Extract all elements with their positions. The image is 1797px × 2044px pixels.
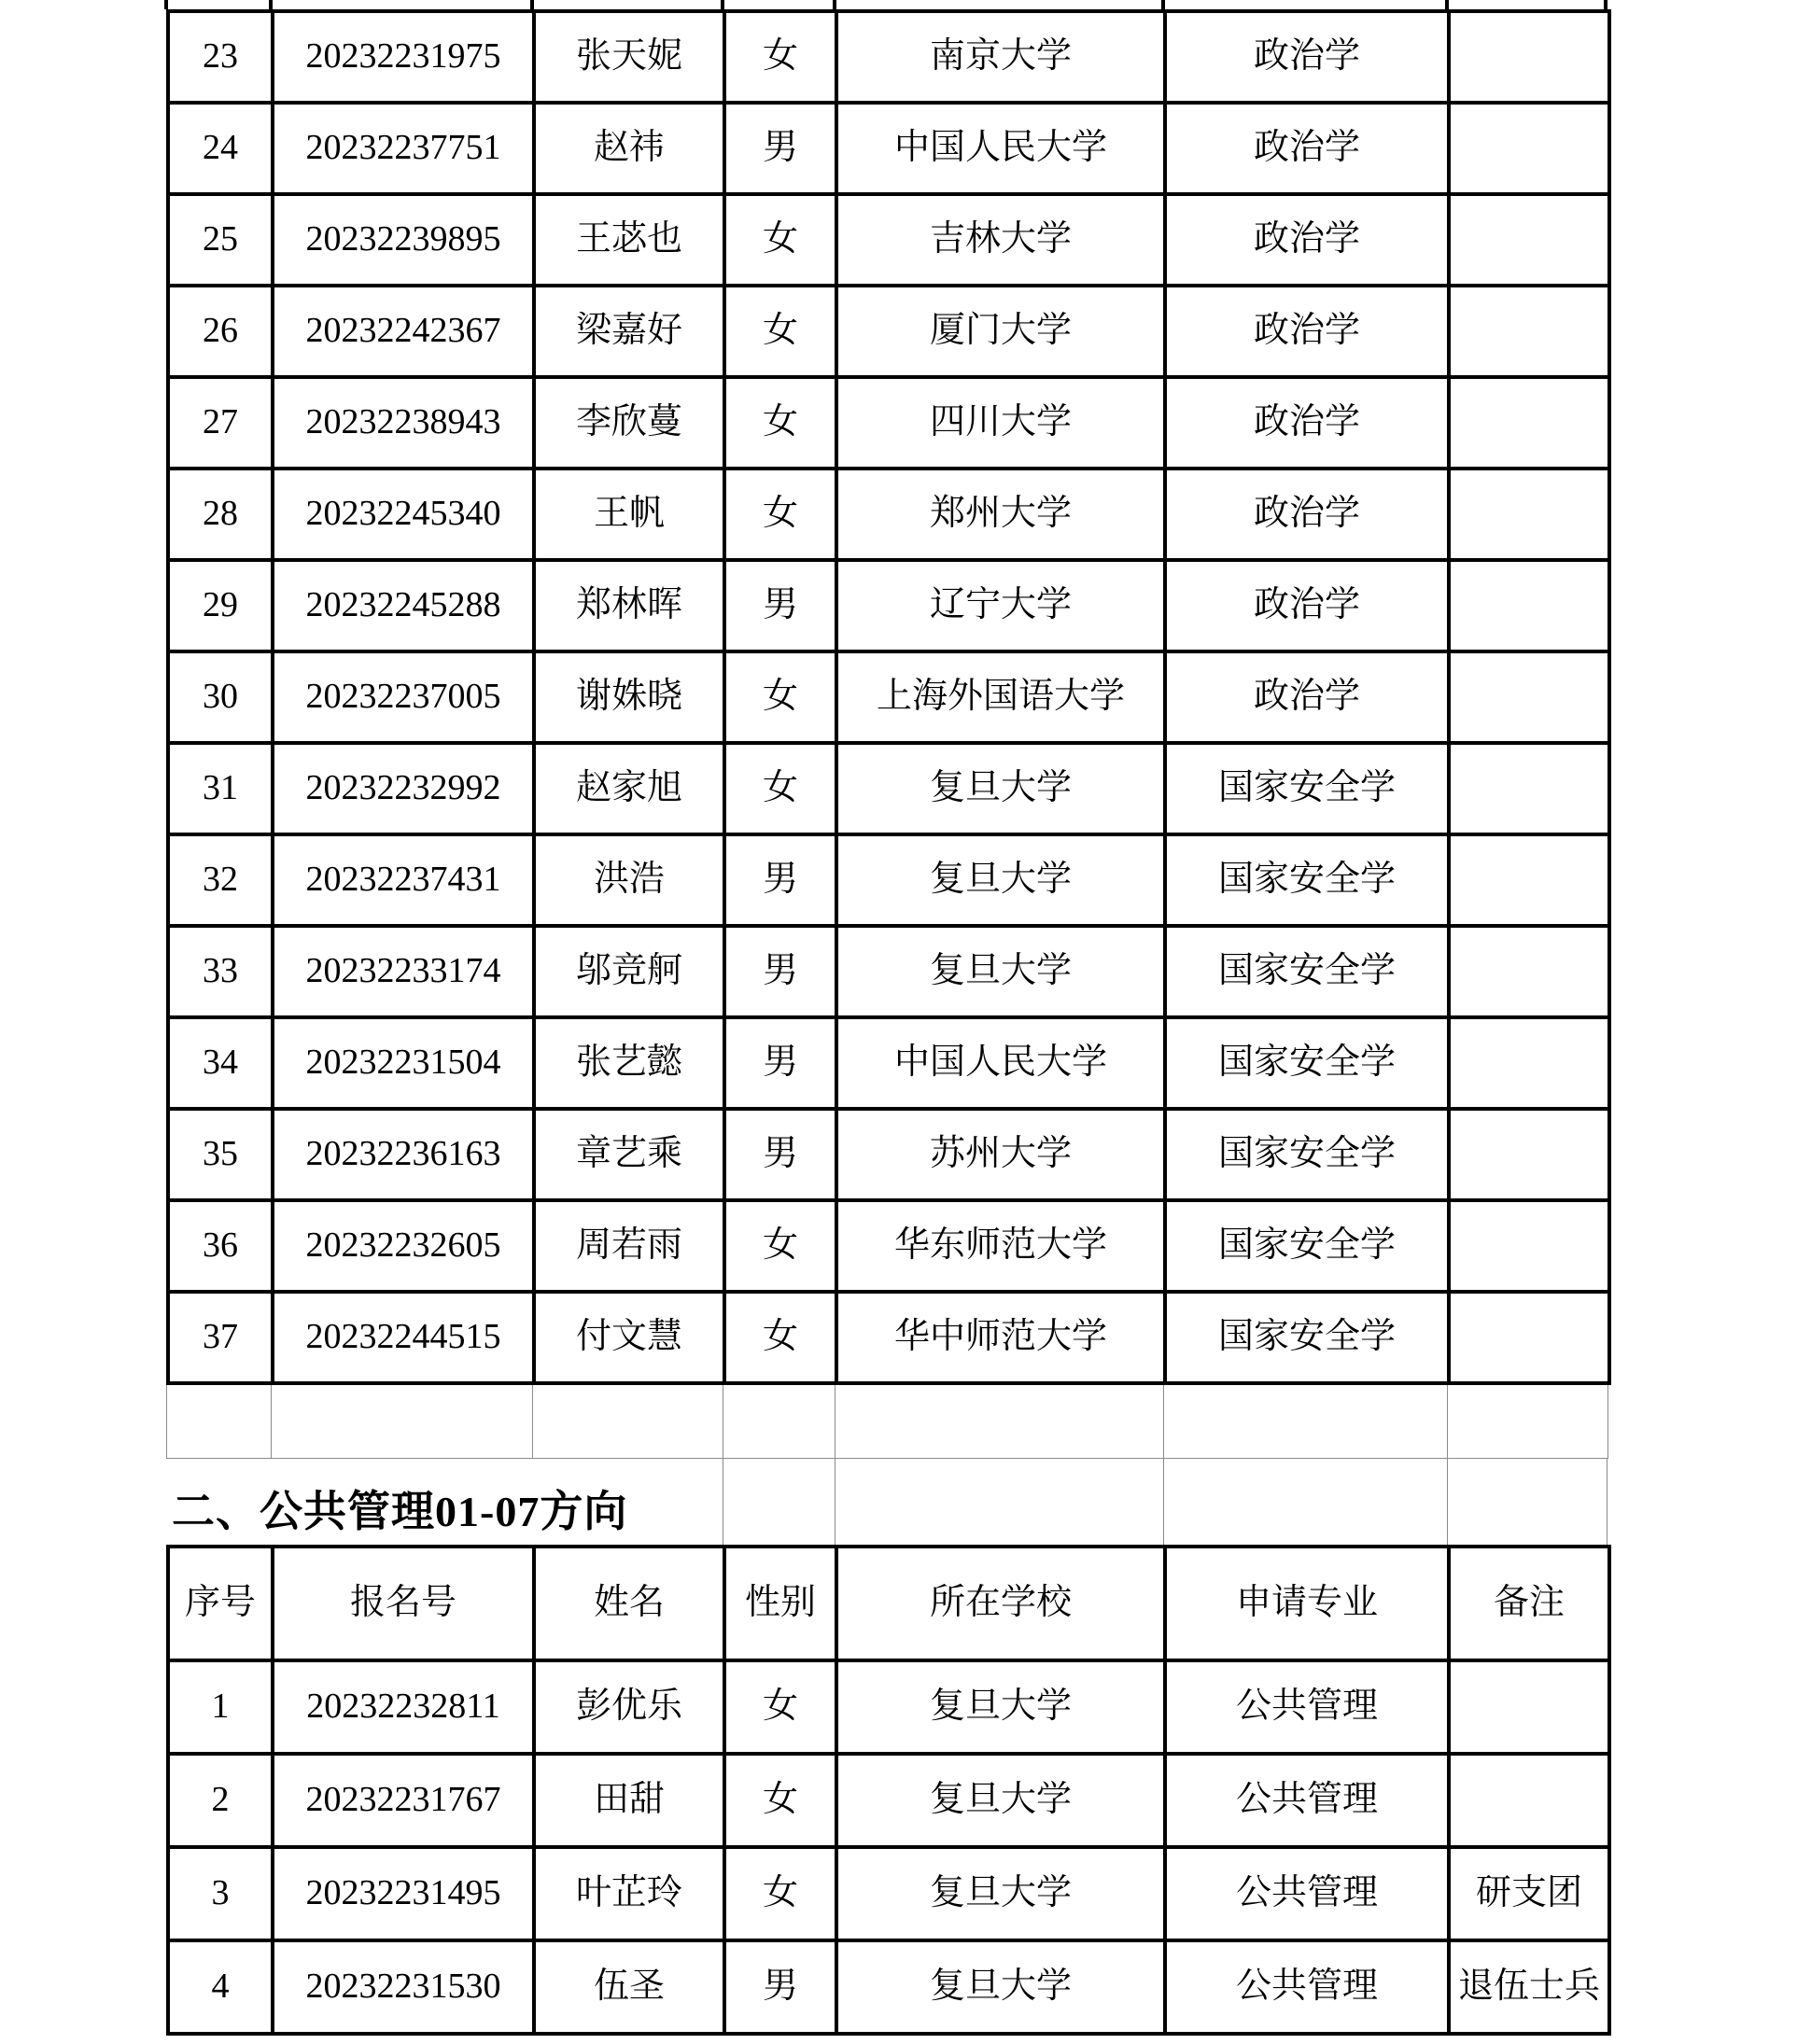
cell-name: 王帆 xyxy=(534,469,724,560)
cell-school: 四川大学 xyxy=(836,377,1165,469)
cell-serial-number: 37 xyxy=(168,1292,273,1383)
table-row xyxy=(168,1017,1609,1109)
empty-cell xyxy=(1448,1385,1608,1459)
empty-cell xyxy=(272,1385,533,1459)
cell-major: 政治学 xyxy=(1165,560,1449,651)
cell-serial-number: 3 xyxy=(168,1847,273,1940)
table-header-row xyxy=(168,1547,1609,1660)
table-row xyxy=(168,1754,1609,1847)
cell-registration-number: 20232231767 xyxy=(273,1754,534,1847)
cell-serial-number: 23 xyxy=(168,11,273,103)
cell-major: 政治学 xyxy=(1165,103,1449,194)
cell-gender: 男 xyxy=(724,560,836,651)
cell-gender: 男 xyxy=(724,1940,836,2034)
cell-registration-number: 20232232605 xyxy=(273,1200,534,1292)
cell-note xyxy=(1449,103,1609,194)
cell-note xyxy=(1449,743,1609,834)
cell-registration-number: 20232245340 xyxy=(273,469,534,560)
cell-gender: 女 xyxy=(724,194,836,286)
cell-name: 付文慧 xyxy=(534,1292,724,1383)
cell-note: 退伍士兵 xyxy=(1449,1940,1609,2034)
empty-cell xyxy=(1164,1385,1448,1459)
table-row xyxy=(168,469,1609,560)
cell-registration-number: 20232237431 xyxy=(273,834,534,926)
cell-school: 复旦大学 xyxy=(836,1660,1165,1754)
tables-area xyxy=(166,9,1607,2036)
table-row xyxy=(168,286,1609,377)
table-top-edge-stub xyxy=(164,0,168,9)
cell-gender: 女 xyxy=(724,11,836,103)
cell-note xyxy=(1449,1017,1609,1109)
cell-school: 吉林大学 xyxy=(836,194,1165,286)
cell-note xyxy=(1449,1754,1609,1847)
applicants-table-section2 xyxy=(166,1545,1611,2036)
empty-cell xyxy=(835,1385,1164,1459)
cell-serial-number: 36 xyxy=(168,1200,273,1292)
cell-gender: 女 xyxy=(724,743,836,834)
cell-name: 梁嘉好 xyxy=(534,286,724,377)
cell-serial-number: 35 xyxy=(168,1109,273,1200)
cell-gender: 女 xyxy=(724,1754,836,1847)
cell-name: 叶芷玲 xyxy=(534,1847,724,1940)
cell-school: 郑州大学 xyxy=(836,469,1165,560)
cell-gender: 女 xyxy=(724,1292,836,1383)
table-top-edge-stub xyxy=(1604,0,1607,9)
cell-major: 政治学 xyxy=(1165,377,1449,469)
cell-gender: 男 xyxy=(724,103,836,194)
cell-registration-number: 20232233174 xyxy=(273,926,534,1017)
cell-registration-number: 20232244515 xyxy=(273,1292,534,1383)
table-row xyxy=(168,1292,1609,1383)
cell-note xyxy=(1449,1109,1609,1200)
cell-major: 公共管理 xyxy=(1165,1660,1449,1754)
cell-name: 田甜 xyxy=(534,1754,724,1847)
cell-name: 王苾也 xyxy=(534,194,724,286)
cell-name: 张艺懿 xyxy=(534,1017,724,1109)
cell-serial-number: 2 xyxy=(168,1754,273,1847)
table-top-edge-stub xyxy=(833,0,836,9)
gridline xyxy=(1447,1459,1448,1545)
cell-registration-number: 20232237005 xyxy=(273,651,534,743)
cell-registration-number: 20232239895 xyxy=(273,194,534,286)
table-top-edge-stub xyxy=(721,0,724,9)
header-school: 所在学校 xyxy=(836,1547,1165,1660)
cell-registration-number: 20232245288 xyxy=(273,560,534,651)
cell-major: 公共管理 xyxy=(1165,1847,1449,1940)
cell-gender: 男 xyxy=(724,926,836,1017)
cell-serial-number: 26 xyxy=(168,286,273,377)
cell-major: 国家安全学 xyxy=(1165,1109,1449,1200)
header-registration-number: 报名号 xyxy=(273,1547,534,1660)
cell-gender: 女 xyxy=(724,1660,836,1754)
cell-note xyxy=(1449,286,1609,377)
table-row xyxy=(168,1660,1609,1754)
table-top-edge-stub xyxy=(1445,0,1449,9)
table-top-edge-stub xyxy=(269,0,273,9)
cell-serial-number: 34 xyxy=(168,1017,273,1109)
cell-school: 复旦大学 xyxy=(836,1940,1165,2034)
cell-name: 伍圣 xyxy=(534,1940,724,2034)
cell-note xyxy=(1449,834,1609,926)
cell-serial-number: 28 xyxy=(168,469,273,560)
table-row xyxy=(168,1940,1609,2034)
table-row xyxy=(168,103,1609,194)
cell-school: 辽宁大学 xyxy=(836,560,1165,651)
cell-note xyxy=(1449,926,1609,1017)
cell-note xyxy=(1449,194,1609,286)
table-row xyxy=(168,194,1609,286)
cell-school: 厦门大学 xyxy=(836,286,1165,377)
cell-gender: 男 xyxy=(724,1017,836,1109)
cell-school: 复旦大学 xyxy=(836,834,1165,926)
table-row xyxy=(168,1109,1609,1200)
cell-note: 研支团 xyxy=(1449,1847,1609,1940)
table-row xyxy=(168,651,1609,743)
cell-serial-number: 4 xyxy=(168,1940,273,2034)
cell-registration-number: 20232236163 xyxy=(273,1109,534,1200)
cell-registration-number: 20232242367 xyxy=(273,286,534,377)
cell-gender: 女 xyxy=(724,1847,836,1940)
cell-name: 邬竞舸 xyxy=(534,926,724,1017)
cell-school: 复旦大学 xyxy=(836,743,1165,834)
cell-serial-number: 27 xyxy=(168,377,273,469)
cell-gender: 女 xyxy=(724,286,836,377)
cell-note xyxy=(1449,377,1609,469)
table-top-edge-stub xyxy=(1161,0,1165,9)
cell-school: 上海外国语大学 xyxy=(836,651,1165,743)
applicants-table-section1 xyxy=(166,9,1611,1385)
cell-registration-number: 20232231530 xyxy=(273,1940,534,2034)
table-row xyxy=(168,834,1609,926)
cell-name: 赵祎 xyxy=(534,103,724,194)
cell-name: 李欣蔓 xyxy=(534,377,724,469)
cell-gender: 女 xyxy=(724,1200,836,1292)
header-name: 姓名 xyxy=(534,1547,724,1660)
cell-major: 国家安全学 xyxy=(1165,926,1449,1017)
header-gender: 性别 xyxy=(724,1547,836,1660)
table-row xyxy=(168,926,1609,1017)
cell-serial-number: 33 xyxy=(168,926,273,1017)
cell-note xyxy=(1449,560,1609,651)
table-row xyxy=(168,1200,1609,1292)
cell-school: 中国人民大学 xyxy=(836,103,1165,194)
cell-registration-number: 20232238943 xyxy=(273,377,534,469)
cell-note xyxy=(1449,1200,1609,1292)
cell-serial-number: 25 xyxy=(168,194,273,286)
cell-major: 政治学 xyxy=(1165,11,1449,103)
cell-gender: 女 xyxy=(724,377,836,469)
cell-name: 章艺乘 xyxy=(534,1109,724,1200)
empty-cell xyxy=(167,1385,272,1459)
table-row xyxy=(168,11,1609,103)
section2-heading-row xyxy=(166,1459,1607,1545)
cell-school: 华中师范大学 xyxy=(836,1292,1165,1383)
cell-name: 周若雨 xyxy=(534,1200,724,1292)
cell-name: 赵家旭 xyxy=(534,743,724,834)
cell-registration-number: 20232232992 xyxy=(273,743,534,834)
cell-school: 华东师范大学 xyxy=(836,1200,1165,1292)
header-major: 申请专业 xyxy=(1165,1547,1449,1660)
table-row xyxy=(168,743,1609,834)
table-row xyxy=(168,377,1609,469)
cell-school: 复旦大学 xyxy=(836,1754,1165,1847)
table-row xyxy=(168,560,1609,651)
table-top-edge-stub xyxy=(530,0,534,9)
cell-name: 谢姝晓 xyxy=(534,651,724,743)
empty-spacer-row xyxy=(166,1385,1608,1459)
gridline xyxy=(1163,1459,1164,1545)
cell-registration-number: 20232237751 xyxy=(273,103,534,194)
cell-name: 彭优乐 xyxy=(534,1660,724,1754)
cell-registration-number: 20232231504 xyxy=(273,1017,534,1109)
cell-serial-number: 32 xyxy=(168,834,273,926)
header-serial-number: 序号 xyxy=(168,1547,273,1660)
cell-school: 南京大学 xyxy=(836,11,1165,103)
spacer-row xyxy=(167,1385,1608,1459)
cell-note xyxy=(1449,1292,1609,1383)
cell-school: 苏州大学 xyxy=(836,1109,1165,1200)
empty-cell xyxy=(533,1385,723,1459)
cell-school: 复旦大学 xyxy=(836,1847,1165,1940)
header-note: 备注 xyxy=(1449,1547,1609,1660)
cell-name: 洪浩 xyxy=(534,834,724,926)
cell-gender: 女 xyxy=(724,651,836,743)
cell-major: 政治学 xyxy=(1165,194,1449,286)
cell-registration-number: 20232231495 xyxy=(273,1847,534,1940)
cell-registration-number: 20232232811 xyxy=(273,1660,534,1754)
cell-school: 中国人民大学 xyxy=(836,1017,1165,1109)
cell-major: 公共管理 xyxy=(1165,1940,1449,2034)
cell-name: 张天妮 xyxy=(534,11,724,103)
table-row xyxy=(168,1847,1609,1940)
cell-note xyxy=(1449,11,1609,103)
cell-gender: 男 xyxy=(724,834,836,926)
cell-major: 政治学 xyxy=(1165,286,1449,377)
cell-serial-number: 1 xyxy=(168,1660,273,1754)
cell-major: 公共管理 xyxy=(1165,1754,1449,1847)
cell-major: 政治学 xyxy=(1165,651,1449,743)
cell-major: 政治学 xyxy=(1165,469,1449,560)
cell-gender: 男 xyxy=(724,1109,836,1200)
cell-gender: 女 xyxy=(724,469,836,560)
cell-major: 国家安全学 xyxy=(1165,1292,1449,1383)
cell-school: 复旦大学 xyxy=(836,926,1165,1017)
section2-title: 二、公共管理01-07方向 xyxy=(172,1488,628,1535)
cell-major: 国家安全学 xyxy=(1165,834,1449,926)
cell-name: 郑林晖 xyxy=(534,560,724,651)
empty-cell xyxy=(723,1385,835,1459)
cell-note xyxy=(1449,1660,1609,1754)
cell-major: 国家安全学 xyxy=(1165,1017,1449,1109)
cell-note xyxy=(1449,651,1609,743)
cell-serial-number: 24 xyxy=(168,103,273,194)
cell-serial-number: 30 xyxy=(168,651,273,743)
cell-registration-number: 20232231975 xyxy=(273,11,534,103)
cell-major: 国家安全学 xyxy=(1165,1200,1449,1292)
cell-note xyxy=(1449,469,1609,560)
cell-serial-number: 29 xyxy=(168,560,273,651)
cell-serial-number: 31 xyxy=(168,743,273,834)
cell-major: 国家安全学 xyxy=(1165,743,1449,834)
